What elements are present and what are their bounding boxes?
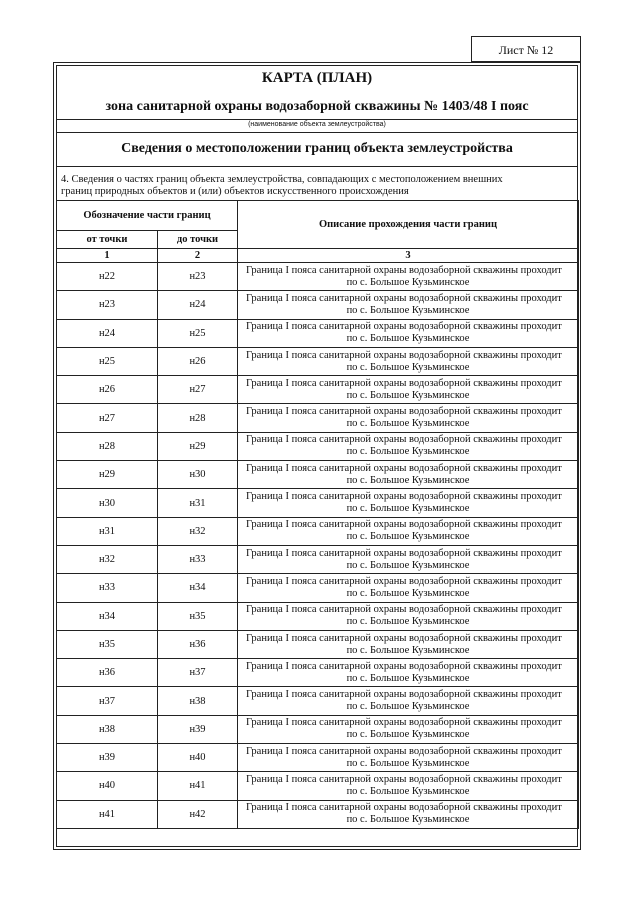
to-point-cell: н34 [158,574,238,602]
from-point-cell: н33 [57,574,158,602]
header-to-point: до точки [158,231,238,249]
description-line: по с. Большое Кузьминское [346,446,470,458]
to-point-cell: н24 [158,291,238,319]
to-point-cell: н33 [158,545,238,573]
description-line: Граница I пояса санитарной охраны водозаборной скважины проходит [246,519,562,531]
description-cell [238,772,579,800]
table-row [57,715,579,743]
from-point-cell: н41 [57,800,158,828]
description-line: Граница I пояса санитарной охраны водозаборной скважины проходит [246,547,562,559]
description-cell [238,432,579,460]
description-line: по с. Большое Кузьминское [346,729,470,741]
table-row [57,291,579,319]
description-line: по с. Большое Кузьминское [346,474,470,486]
from-point-cell: н37 [57,687,158,715]
description-line: по с. Большое Кузьминское [346,757,470,769]
description-line: по с. Большое Кузьминское [346,559,470,571]
from-point-cell: н28 [57,432,158,460]
description-line: Граница I пояса санитарной охраны водозаборной скважины проходит [246,406,562,418]
description-cell [238,545,579,573]
table-row [57,630,579,658]
column-number: 2 [158,249,238,263]
description-cell [238,630,579,658]
description-line: по с. Большое Кузьминское [346,814,470,826]
from-point-cell: н38 [57,715,158,743]
description-line: по с. Большое Кузьминское [346,672,470,684]
object-name-caption: (наименование объекта землеустройства) [248,121,386,128]
from-point-cell: н31 [57,517,158,545]
table-row [57,744,579,772]
table-row [57,772,579,800]
description-cell [238,404,579,432]
description-line: Граница I пояса санитарной охраны водозаборной скважины проходит [246,660,562,672]
description-line: по с. Большое Кузьминское [346,531,470,543]
from-point-cell: н30 [57,489,158,517]
to-point-cell: н32 [158,517,238,545]
description-line: по с. Большое Кузьминское [346,389,470,401]
from-point-cell: н23 [57,291,158,319]
description-cell [238,489,579,517]
to-point-cell: н42 [158,800,238,828]
description-line: Граница I пояса санитарной охраны водозаборной скважины проходит [246,802,562,814]
description-line: по с. Большое Кузьминское [346,587,470,599]
from-point-cell: н25 [57,347,158,375]
table-row [57,659,579,687]
intro-line: 4. Сведения о частях границ объекта землеустройства, совпадающих с местоположением внешних [61,174,503,185]
description-line: Граница I пояса санитарной охраны водозаборной скважины проходит [246,575,562,587]
from-point-cell: н35 [57,630,158,658]
description-line: по с. Большое Кузьминское [346,361,470,373]
to-point-cell: н28 [158,404,238,432]
description-cell [238,687,579,715]
description-line: Граница I пояса санитарной охраны водозаборной скважины проходит [246,264,562,276]
to-point-cell: н26 [158,347,238,375]
table-row [57,404,579,432]
description-line: Граница I пояса санитарной охраны водозаборной скважины проходит [246,717,562,729]
description-cell [238,602,579,630]
description-line: по с. Большое Кузьминское [346,276,470,288]
table-row [57,432,579,460]
from-point-cell: н22 [57,263,158,291]
from-point-cell: н27 [57,404,158,432]
table-row [57,489,579,517]
column-number: 1 [57,249,158,263]
table-row [57,574,579,602]
from-point-cell: н24 [57,319,158,347]
description-line: Граница I пояса санитарной охраны водозаборной скважины проходит [246,349,562,361]
table-row [57,800,579,828]
description-cell [238,376,579,404]
boundaries-table [56,200,579,829]
description-line: Граница I пояса санитарной охраны водозаборной скважины проходит [246,604,562,616]
table-row [57,376,579,404]
description-line: Граница I пояса санитарной охраны водозаборной скважины проходит [246,491,562,503]
divider [56,166,578,167]
description-line: Граница I пояса санитарной охраны водозаборной скважины проходит [246,745,562,757]
to-point-cell: н36 [158,630,238,658]
section-intro [61,174,573,198]
to-point-cell: н27 [158,376,238,404]
description-cell [238,800,579,828]
description-line: Граница I пояса санитарной охраны водозаборной скважины проходит [246,773,562,785]
description-cell [238,263,579,291]
description-line: по с. Большое Кузьминское [346,333,470,345]
header-part-designation: Обозначение части границ [57,201,238,231]
from-point-cell: н36 [57,659,158,687]
description-line: Граница I пояса санитарной охраны водозаборной скважины проходит [246,377,562,389]
from-point-cell: н39 [57,744,158,772]
intro-line: границ природных объектов и (или) объектов искусственного происхождения [61,186,409,197]
table-row [57,263,579,291]
column-number: 3 [238,249,579,263]
description-line: Граница I пояса санитарной охраны водозаборной скважины проходит [246,434,562,446]
description-line: Граница I пояса санитарной охраны водозаборной скважины проходит [246,321,562,333]
description-cell [238,744,579,772]
to-point-cell: н30 [158,461,238,489]
divider [56,119,578,120]
description-line: Граница I пояса санитарной охраны водозаборной скважины проходит [246,689,562,701]
table-body [57,263,579,829]
table-row [57,347,579,375]
divider [56,132,578,133]
table-row [57,545,579,573]
from-point-cell: н32 [57,545,158,573]
to-point-cell: н29 [158,432,238,460]
header-description: Описание прохождения части границ [238,201,579,249]
description-line: по с. Большое Кузьминское [346,785,470,797]
from-point-cell: н40 [57,772,158,800]
to-point-cell: н39 [158,715,238,743]
sheet-number: Лист № 12 [471,36,581,62]
description-cell [238,461,579,489]
description-cell [238,574,579,602]
to-point-cell: н25 [158,319,238,347]
object-name: зона санитарной охраны водозаборной скважины № 1403/48 I пояс [105,99,529,114]
description-line: по с. Большое Кузьминское [346,616,470,628]
description-cell [238,517,579,545]
from-point-cell: н34 [57,602,158,630]
from-point-cell: н26 [57,376,158,404]
description-cell [238,715,579,743]
to-point-cell: н41 [158,772,238,800]
description-line: по с. Большое Кузьминское [346,503,470,515]
description-line: по с. Большое Кузьминское [346,418,470,430]
to-point-cell: н31 [158,489,238,517]
description-line: Граница I пояса санитарной охраны водозаборной скважины проходит [246,462,562,474]
description-cell [238,347,579,375]
description-cell [238,319,579,347]
table-row [57,319,579,347]
header-from-point: от точки [57,231,158,249]
description-line: по с. Большое Кузьминское [346,304,470,316]
table-row [57,687,579,715]
table-row [57,461,579,489]
from-point-cell: н29 [57,461,158,489]
table-row [57,517,579,545]
to-point-cell: н23 [158,263,238,291]
to-point-cell: н35 [158,602,238,630]
to-point-cell: н40 [158,744,238,772]
to-point-cell: н37 [158,659,238,687]
description-line: Граница I пояса санитарной охраны водозаборной скважины проходит [246,632,562,644]
description-line: по с. Большое Кузьминское [346,644,470,656]
description-line: Граница I пояса санитарной охраны водозаборной скважины проходит [246,292,562,304]
description-cell [238,659,579,687]
description-line: по с. Большое Кузьминское [346,701,470,713]
page-title: КАРТА (ПЛАН) [261,70,373,86]
to-point-cell: н38 [158,687,238,715]
description-cell [238,291,579,319]
table-row [57,602,579,630]
section-heading: Сведения о местоположении границ объекта землеустройства [121,141,513,156]
